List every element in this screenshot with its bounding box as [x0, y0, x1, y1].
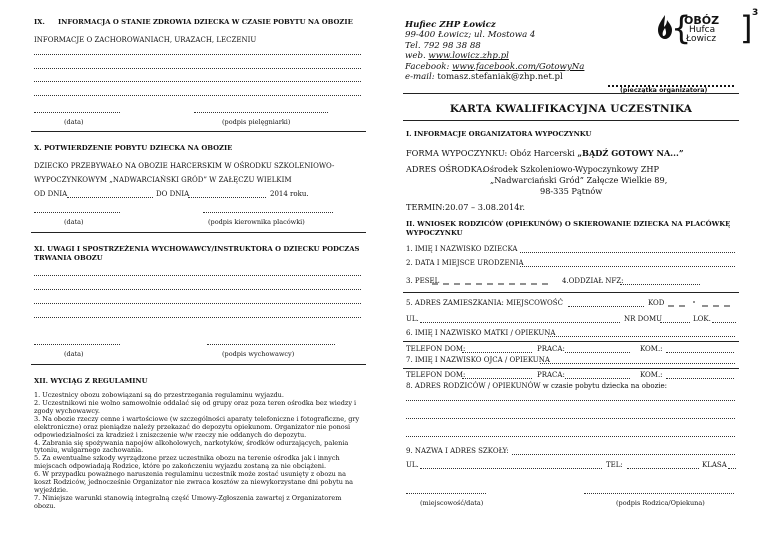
house-no-label: NR DOMU — [624, 315, 663, 323]
school-phone-field[interactable] — [627, 468, 699, 469]
rule-item: 1. Uczestnicy obozu zobowiązani są do przestrzegania regulaminu wyjazdu. — [34, 391, 284, 399]
nurse-signature-field[interactable] — [194, 112, 328, 113]
remarks-line-4[interactable] — [34, 317, 361, 318]
health-info-line-2[interactable] — [34, 68, 361, 69]
birth-label: 2. DATA I MIEJSCE URODZENIA — [406, 259, 524, 267]
educator-date-label: (data) — [64, 350, 84, 358]
mother-label: 6. IMIĘ I NAZWISKO MATKI / OPIEKUNA — [406, 329, 556, 337]
to-date-field[interactable] — [188, 197, 266, 198]
section-x-title: X. POTWIERDZENIE POBYTU DZIECKA NA OBOZIE — [34, 144, 233, 152]
organizer-address-block — [405, 20, 605, 83]
director-date-field[interactable] — [34, 212, 120, 213]
term-label: TERMIN: — [406, 202, 445, 212]
school-field[interactable] — [512, 454, 735, 455]
divider — [31, 232, 366, 233]
from-date-label: OD DNIA — [34, 190, 68, 198]
school-label: 9. NAZWA I ADRES SZKOŁY: — [406, 447, 509, 455]
birth-field[interactable] — [520, 266, 735, 267]
section-ii-title-2: WYPOCZYNKU — [406, 229, 463, 237]
nfz-label: 4.ODDZIAŁ NFZ: — [562, 277, 624, 285]
place-line-2: „Nadwarciański Gród” Załęcze Wielkie 89, — [490, 175, 668, 185]
father-label: 7. IMIĘ I NAZWISKO OJCA / OPIEKUNA — [406, 356, 550, 364]
mother-mobile-field[interactable] — [666, 352, 734, 353]
email-label: e-mail: — [405, 72, 435, 83]
mother-home-phone-label: TELEFON DOM: — [406, 345, 466, 353]
organizer-address: 99-400 Łowicz; ul. Mostowa 4 — [405, 30, 536, 41]
director-sign-label: (podpis kierownika placówki) — [208, 218, 305, 226]
logo-line-2: Hufca — [689, 25, 716, 35]
web-label: web. — [405, 51, 426, 62]
year-label: 2014 roku. — [270, 190, 309, 198]
remarks-line-2[interactable] — [34, 289, 361, 290]
health-info-line-3[interactable] — [34, 81, 361, 82]
camp-form — [406, 148, 684, 158]
father-work-phone-label: PRACA: — [537, 371, 565, 379]
class-field[interactable] — [728, 468, 736, 469]
form-value: Obóz Harcerski — [509, 148, 575, 158]
section-xii-title: XII. WYCIĄG Z REGULAMINU — [34, 377, 148, 385]
section-i-title: I. INFORMACJE ORGANIZATORA WYPOCZYNKU — [406, 130, 592, 138]
email-link[interactable]: tomasz.stefaniak@zhp.net.pl — [437, 72, 563, 83]
facebook-label: Facebook: — [405, 61, 450, 72]
rules-list — [34, 392, 364, 511]
divider — [403, 120, 739, 121]
child-name-field[interactable] — [520, 252, 735, 253]
mother-field[interactable] — [548, 336, 735, 337]
nurse-date-label: (data) — [64, 118, 84, 126]
rule-item: 5. Za ewentualne szkody wyrządzone przez uczestnika obozu na terenie ośrodka jak i innych miejscach odpowiadają Rodzice, które po zakończeniu wyjazdu zostaną za nie obciążeni. — [34, 454, 340, 471]
rule-item: 6. W przypadku poważnego naruszenia regulaminu uczestnik może zostać usunięty z obozu na koszt Rodziców, jednocześnie Organizator nie zwraca kosztów za niewykorzystane dni pobytu na wyjeździe. — [34, 470, 354, 495]
school-street-label: UL. — [406, 461, 419, 469]
section-x-line-2: WYPOCZYNKOWYM „NADWARCIAŃSKI GRÓD” W ZAŁĘCZU WIELKIM — [34, 176, 292, 184]
brace-left-icon: { — [671, 9, 692, 47]
place-date-label: (miejscowość/data) — [420, 499, 484, 507]
director-signature-field[interactable] — [203, 212, 333, 213]
section-ii-title-1: II. WNIOSEK RODZICÓW (OPIEKUNÓW) O SKIEROWANIE DZIECKA NA PLACÓWKĘ — [406, 220, 731, 228]
nurse-date-field[interactable] — [34, 112, 120, 113]
father-mobile-field[interactable] — [666, 378, 734, 379]
divider — [31, 131, 366, 132]
logo-superscript: 3 — [752, 8, 759, 18]
parent-sign-label: (podpis Rodzica/Opiekuna) — [616, 499, 705, 507]
pesel-field[interactable] — [430, 280, 558, 286]
section-ix-title: INFORMACJA O STANIE ZDROWIA DZIECKA W CZASIE POBYTU NA OBOZIE — [58, 18, 353, 26]
term-value: 20.07 – 3.08.2014r. — [445, 202, 526, 212]
web-link[interactable]: www.lowicz.zhp.pl — [428, 51, 509, 62]
parents-address-line-3[interactable] — [406, 436, 735, 437]
divider — [403, 341, 739, 342]
place-label: ADRES OŚRODKA: — [406, 164, 486, 174]
section-xi-title-2: TRWANIA OBOZU — [34, 254, 103, 262]
page-title: KARTA KWALIFIKACYJNA UCZESTNIKA — [449, 103, 693, 115]
parents-address-line-2[interactable] — [406, 418, 735, 419]
nurse-sign-label: (podpis pielęgniarki) — [222, 118, 291, 126]
mother-work-phone-label: PRACA: — [537, 345, 565, 353]
remarks-line-3[interactable] — [34, 303, 361, 304]
place-line-1: Ośrodek Szkoleniowo-Wypoczynkowy ZHP — [483, 164, 660, 174]
organizer-phone: Tel. 792 98 38 88 — [405, 40, 481, 51]
rule-item: 2. Uczestnikowi nie wolno samowolnie oddalać się od grupy oraz poza teren ośrodka bez wiedzy i zgody wychowawcy. — [34, 398, 357, 415]
parent-signature-field[interactable] — [584, 493, 734, 494]
street-field[interactable] — [420, 322, 620, 323]
health-info-line-1[interactable] — [34, 54, 361, 55]
house-no-field[interactable] — [660, 322, 690, 323]
rule-item: 4. Zabrania się spożywania napojów alkoholowych, narkotyków, środków odurzających, palenia tytoniu, wulgarnego zachowania. — [34, 438, 349, 455]
postcode-label: KOD — [648, 299, 665, 307]
mother-work-phone-field[interactable] — [565, 352, 630, 353]
flat-no-field[interactable] — [712, 322, 736, 323]
health-info-line-4[interactable] — [34, 95, 361, 96]
father-field[interactable] — [540, 363, 735, 364]
from-date-field[interactable] — [67, 197, 153, 198]
remarks-line-1[interactable] — [34, 275, 361, 276]
father-mobile-label: KOM.: — [640, 371, 663, 379]
mother-home-phone-field[interactable] — [462, 352, 532, 353]
place-line-3: 98-335 Pątnów — [540, 186, 603, 196]
father-home-phone-field[interactable] — [462, 378, 532, 379]
educator-signature-field[interactable] — [207, 344, 335, 345]
pesel-label: 3. PESEL — [406, 277, 440, 285]
address-label: 5. ADRES ZAMIESZKANIA: MIEJSCOWOŚĆ — [406, 299, 563, 307]
class-label: KLASA — [702, 461, 727, 469]
section-ix-subtitle: INFORMACJE O ZACHOROWANIACH, URAZACH, LECZENIU — [34, 36, 257, 44]
rule-item: 3. Na obozie rzeczy cenne i wartościowe (w szczególności aparaty telefoniczne i fotograficzne, gry elektroniczne) oraz pieniądze należy przekazać do depozytu opiekunom. Organizator nie ponosi odpowiedzialności za kradzież i zniszczenie w/w rzeczy nie oddanych do depozytu. — [34, 414, 360, 439]
educator-date-field[interactable] — [34, 344, 120, 345]
form-name: „BĄDŹ GOTOWY NA...” — [577, 148, 684, 158]
stamp-label: (pieczątka organizatora) — [620, 87, 708, 94]
school-street-field[interactable] — [420, 468, 602, 469]
mother-mobile-label: KOM.: — [640, 345, 663, 353]
rule-item: 7. Niniejsze warunki stanowią integralną część Umowy-Zgłoszenia zawartej z Organizatorem obozu. — [34, 493, 342, 510]
school-phone-label: TEL: — [606, 461, 623, 469]
divider — [31, 364, 366, 365]
place-date-field[interactable] — [406, 493, 486, 494]
educator-sign-label: (podpis wychowawcy) — [222, 350, 295, 358]
facebook-link[interactable]: www.facebook.com/GotowyNa — [452, 61, 585, 72]
postcode-field[interactable] — [666, 300, 738, 308]
section-ix-number: IX. — [34, 18, 45, 26]
child-name-label: 1. IMIĘ I NAZWISKO DZIECKA — [406, 245, 518, 253]
director-date-label: (data) — [64, 218, 84, 226]
parents-address-label: 8. ADRES RODZICÓW / OPIEKUNÓW w czasie pobytu dziecka na obozie: — [406, 382, 668, 390]
logo-line-1: OBÓZ — [684, 14, 720, 27]
to-date-label: DO DNIA — [156, 190, 190, 198]
nfz-field[interactable] — [620, 284, 700, 285]
divider — [403, 292, 739, 293]
parents-address-line-1[interactable] — [406, 400, 735, 401]
section-x-line-1: DZIECKO PRZEBYWAŁO NA OBOZIE HARCERSKIM W OŚRODKU SZKOLENIOWO- — [34, 162, 335, 170]
flat-no-label: LOK. — [693, 315, 711, 323]
organizer-name: Hufiec ZHP Łowicz — [405, 20, 496, 30]
divider — [403, 368, 739, 369]
section-xi-title-1: XI. UWAGI I SPOSTRZEŻENIA WYCHOWAWCY/INSTRUKTORA O DZIECKU PODCZAS — [34, 245, 360, 253]
form-label: FORMA WYPOCZYNKU: — [406, 148, 508, 158]
logo-line-3: Łowicz — [686, 34, 717, 44]
street-label: UL. — [406, 315, 419, 323]
father-home-phone-label: TELEFON DOM: — [406, 371, 466, 379]
father-work-phone-field[interactable] — [565, 378, 630, 379]
bracket-right-icon: ] — [740, 9, 753, 47]
city-field[interactable] — [568, 306, 644, 307]
